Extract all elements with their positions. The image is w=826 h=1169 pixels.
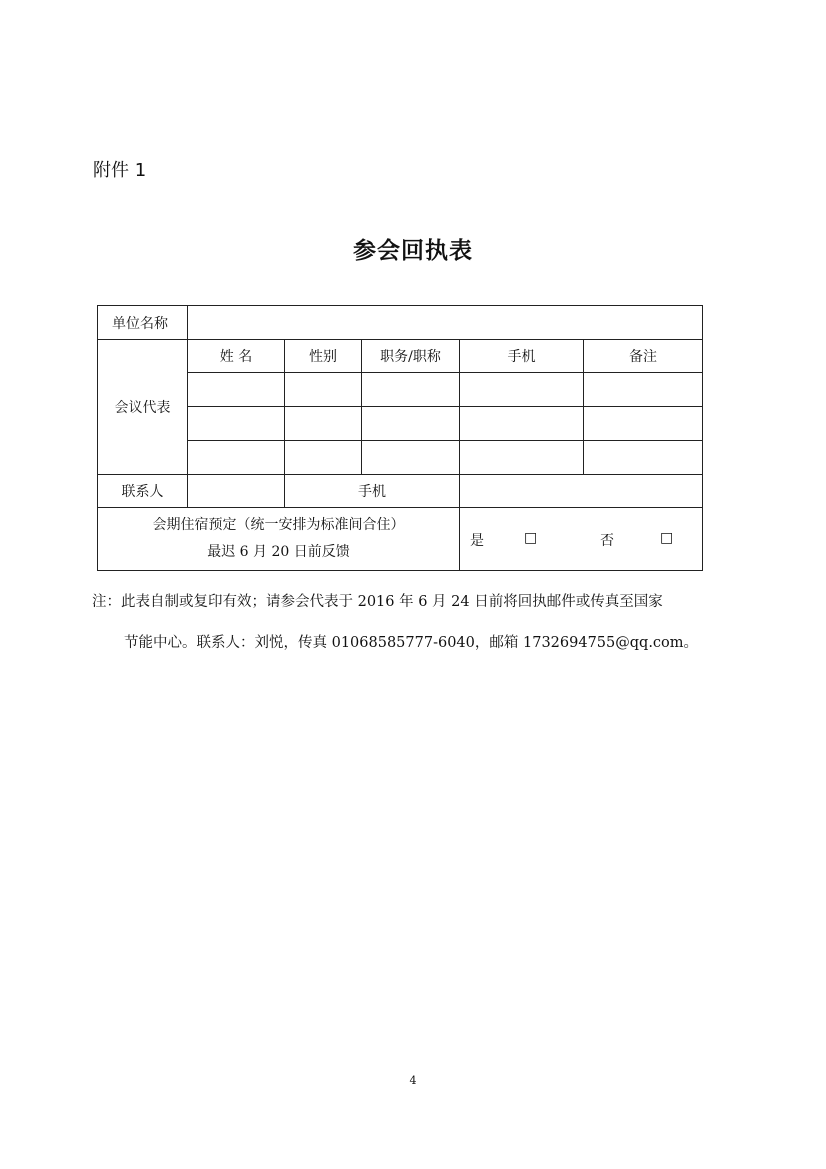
delegate-gender-cell[interactable] (285, 407, 362, 441)
delegate-phone-cell[interactable] (460, 373, 584, 407)
no-checkbox[interactable]: □ (660, 530, 674, 546)
lodging-choice-cell (460, 508, 703, 571)
delegate-phone-cell[interactable] (460, 441, 584, 475)
delegate-phone-cell[interactable] (460, 407, 584, 441)
contact-row (98, 475, 703, 508)
unit-name-field[interactable] (188, 306, 703, 340)
page-number: 4 (409, 1074, 417, 1087)
delegate-title-cell[interactable] (362, 373, 460, 407)
yes-label: 是 (470, 533, 484, 549)
delegates-header-row (98, 340, 703, 373)
page-title: 参会回执表 (353, 238, 473, 264)
column-header-title: 职务/职称 (362, 340, 460, 373)
column-header-gender: 性别 (285, 340, 362, 373)
contact-name-field[interactable] (188, 475, 285, 508)
lodging-row (98, 508, 703, 571)
delegate-row (98, 407, 703, 441)
note-line-2: 节能中心。联系人：刘悦，传真 01068585777-6040，邮箱 1732694755@qq.com。 (124, 635, 699, 651)
delegate-title-cell[interactable] (362, 441, 460, 475)
delegate-title-cell[interactable] (362, 407, 460, 441)
unit-name-label: 单位名称 (98, 306, 188, 340)
no-label: 否 (600, 533, 614, 549)
lodging-line-2: 最迟 6 月 20 日前反馈 (207, 544, 350, 560)
yes-checkbox[interactable]: □ (524, 530, 538, 546)
unit-row (98, 306, 703, 340)
delegate-row (98, 441, 703, 475)
delegate-name-cell[interactable] (188, 441, 285, 475)
registration-form-table (97, 305, 703, 571)
attachment-label: 附件 1 (93, 160, 147, 181)
note-line-1: 注：此表自制或复印有效；请参会代表于 2016 年 6 月 24 日前将回执邮件或传真至国家 (92, 594, 663, 610)
delegate-name-cell[interactable] (188, 373, 285, 407)
column-header-phone: 手机 (460, 340, 584, 373)
column-header-remarks: 备注 (584, 340, 703, 373)
delegate-remarks-cell[interactable] (584, 441, 703, 475)
lodging-line-1: 会期住宿预定（统一安排为标准间合住） (152, 517, 405, 533)
delegate-row (98, 373, 703, 407)
column-header-name: 姓 名 (188, 340, 285, 373)
delegate-gender-cell[interactable] (285, 373, 362, 407)
contact-phone-field[interactable] (460, 475, 703, 508)
delegates-label: 会议代表 (98, 340, 188, 475)
contact-phone-label: 手机 (285, 475, 460, 508)
delegate-name-cell[interactable] (188, 407, 285, 441)
lodging-label (98, 508, 460, 571)
delegate-gender-cell[interactable] (285, 441, 362, 475)
delegate-remarks-cell[interactable] (584, 373, 703, 407)
contact-label: 联系人 (98, 475, 188, 508)
delegate-remarks-cell[interactable] (584, 407, 703, 441)
